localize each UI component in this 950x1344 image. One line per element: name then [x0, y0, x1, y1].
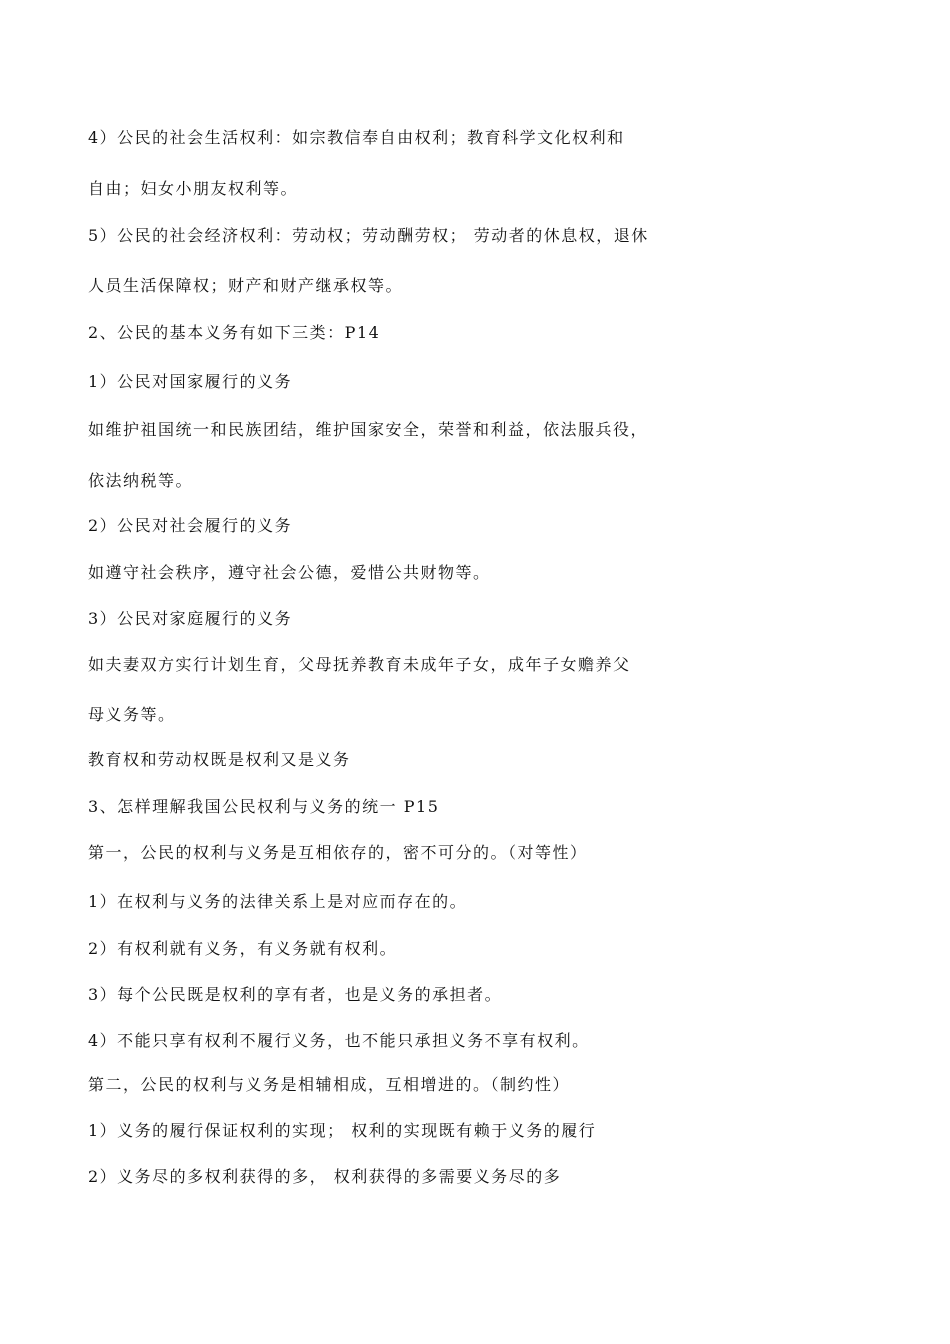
list-item: 4）不能只享有权利不履行义务，也不能只承担义务不享有权利。 — [88, 1031, 590, 1050]
text-line: 教育权和劳动权既是权利又是义务 — [88, 750, 351, 769]
subsection-heading: 3）公民对家庭履行的义务 — [88, 609, 293, 628]
text-line: 母义务等。 — [88, 705, 176, 724]
list-item: 1）在权利与义务的法律关系上是对应而存在的。 — [88, 892, 468, 911]
list-item: 2）有权利就有义务，有义务就有权利。 — [88, 939, 398, 958]
text-line: 依法纳税等。 — [88, 471, 194, 490]
text-line: 如夫妻双方实行计划生育，父母抚养教育未成年子女，成年子女赡养父 — [88, 655, 631, 674]
text-line: 4）公民的社会生活权利：如宗教信奉自由权利；教育科学文化权利和 — [88, 128, 625, 147]
section-heading: 3、怎样理解我国公民权利与义务的统一 P15 — [88, 797, 440, 816]
section-heading: 2、公民的基本义务有如下三类：P14 — [88, 323, 381, 342]
list-item: 2）义务尽的多权利获得的多， 权利获得的多需要义务尽的多 — [88, 1167, 562, 1186]
subsection-heading: 1）公民对国家履行的义务 — [88, 372, 293, 391]
text-line: 如遵守社会秩序，遵守社会公德，爱惜公共财物等。 — [88, 563, 491, 582]
text-line: 人员生活保障权；财产和财产继承权等。 — [88, 276, 404, 295]
list-item: 3）每个公民既是权利的享有者，也是义务的承担者。 — [88, 985, 503, 1004]
text-line: 如维护祖国统一和民族团结，维护国家安全，荣誉和利益，依法服兵役， — [88, 420, 649, 439]
text-line: 5）公民的社会经济权利：劳动权；劳动酬劳权； 劳动者的休息权，退休 — [88, 226, 649, 245]
list-item: 1）义务的履行保证权利的实现； 权利的实现既有赖于义务的履行 — [88, 1121, 597, 1140]
point-heading: 第二，公民的权利与义务是相辅相成，互相增进的。（制约性） — [88, 1075, 571, 1094]
point-heading: 第一，公民的权利与义务是互相依存的，密不可分的。（对等性） — [88, 843, 588, 862]
subsection-heading: 2）公民对社会履行的义务 — [88, 516, 293, 535]
text-line: 自由；妇女小朋友权利等。 — [88, 179, 299, 198]
